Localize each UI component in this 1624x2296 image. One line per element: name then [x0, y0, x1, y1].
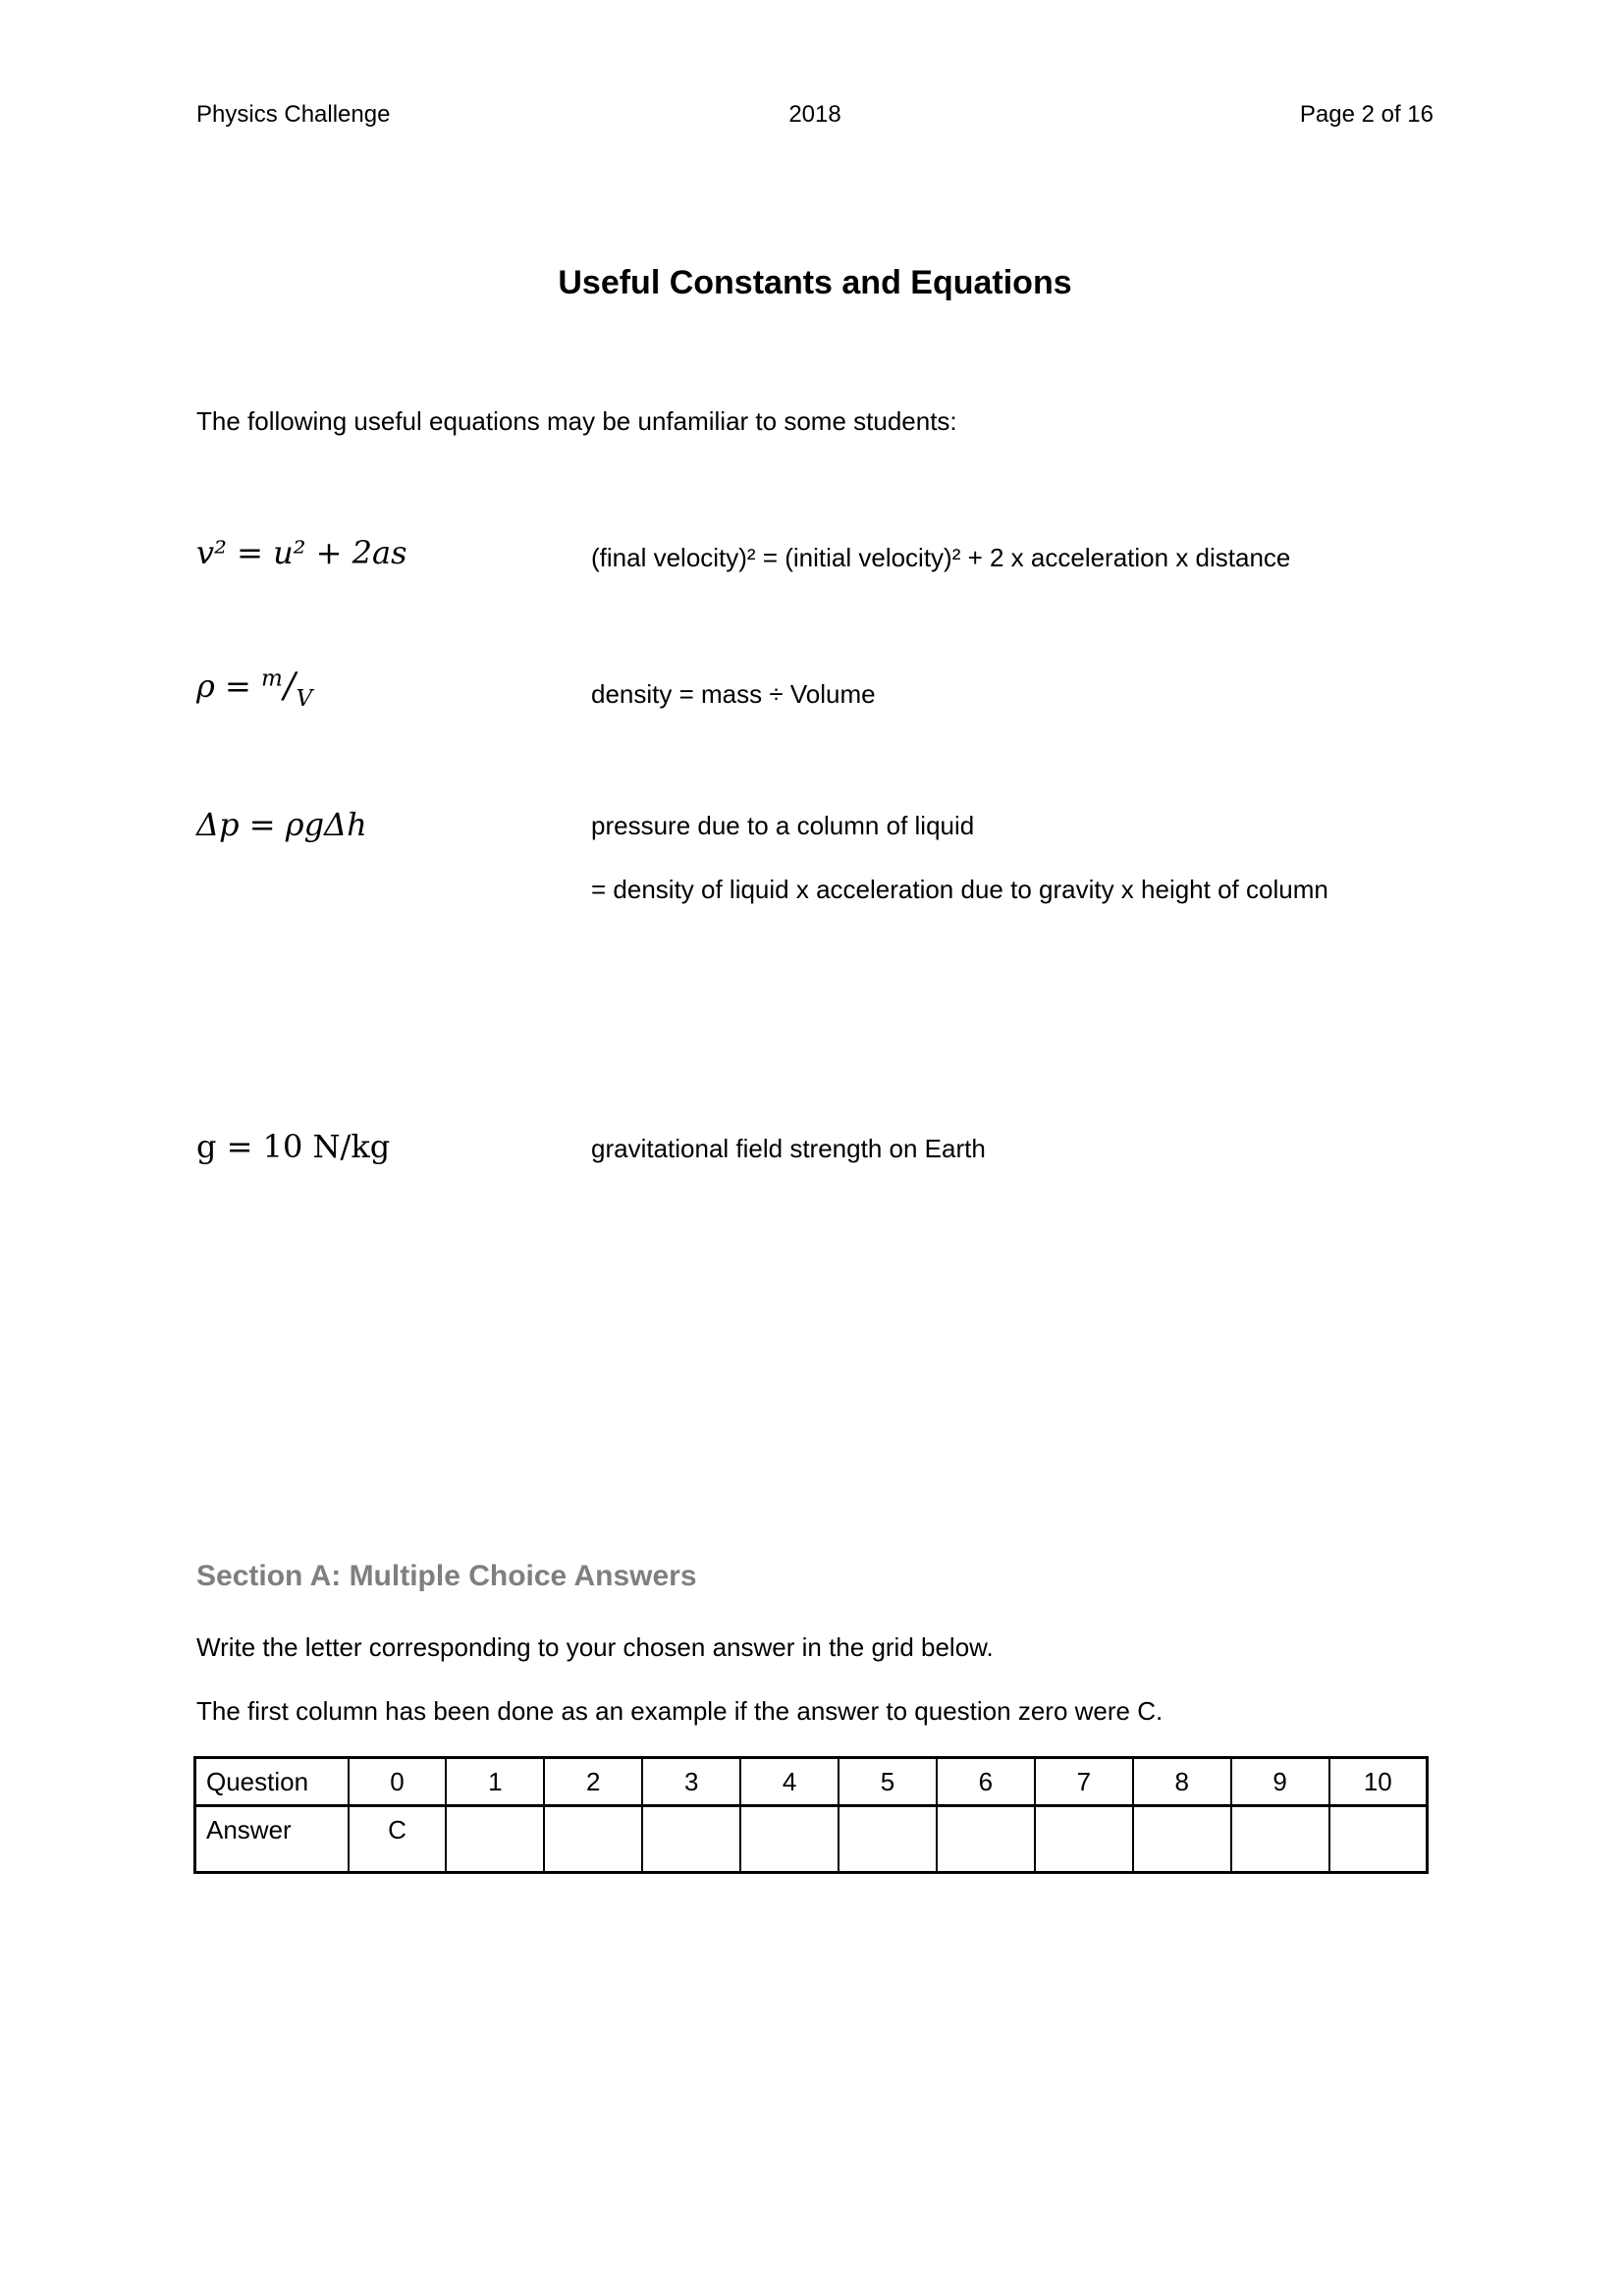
- intro-text: The following useful equations may be unfamiliar to some students:: [196, 406, 957, 436]
- equation-gravity-description: gravitational field strength on Earth: [591, 1134, 986, 1163]
- equation-v2-description: (final velocity)² = (initial velocity)² + 2 x acceleration x distance: [591, 543, 1291, 572]
- answer-cell-3[interactable]: [642, 1806, 740, 1873]
- answer-row: [195, 1806, 1428, 1873]
- equation-density-denominator: V: [296, 686, 313, 713]
- section-a-instruction-2: The first column has been done as an example if the answer to question zero were C.: [196, 1696, 1164, 1726]
- answer-cell-8[interactable]: [1133, 1806, 1231, 1873]
- page-title: Useful Constants and Equations: [558, 264, 1072, 301]
- question-number-cell: 10: [1329, 1758, 1428, 1806]
- section-a-instruction-1: Write the letter corresponding to your chosen answer in the grid below.: [196, 1632, 994, 1662]
- equation-density: [196, 666, 313, 713]
- question-number-cell: 9: [1231, 1758, 1329, 1806]
- answer-cell-10[interactable]: [1329, 1806, 1428, 1873]
- equation-density-numerator: m: [260, 666, 283, 692]
- question-number-cell: 0: [349, 1758, 447, 1806]
- answer-cell-9[interactable]: [1231, 1806, 1329, 1873]
- equation-pressure-description-line1: pressure due to a column of liquid: [591, 811, 975, 840]
- question-row-label: Question: [195, 1758, 349, 1806]
- answer-cell-2[interactable]: [544, 1806, 642, 1873]
- page-header: [196, 100, 1434, 130]
- answer-cell-0[interactable]: C: [349, 1806, 447, 1873]
- question-number-cell: 8: [1133, 1758, 1231, 1806]
- question-number-cell: 6: [937, 1758, 1035, 1806]
- equation-density-lhs: ρ =: [196, 667, 261, 705]
- answer-cell-5[interactable]: [839, 1806, 937, 1873]
- header-page-number: Page 2 of 16: [1299, 101, 1435, 128]
- equation-density-description: density = mass ÷ Volume: [591, 679, 876, 709]
- equation-pressure: Δp = ρgΔh: [196, 806, 367, 843]
- answer-row-label: Answer: [195, 1806, 349, 1873]
- question-row: [195, 1758, 1428, 1806]
- answer-cell-4[interactable]: [740, 1806, 839, 1873]
- question-number-cell: 5: [839, 1758, 937, 1806]
- answer-cell-6[interactable]: [937, 1806, 1035, 1873]
- answer-grid-table: [193, 1756, 1429, 1874]
- header-year: 2018: [788, 101, 841, 128]
- equation-gravity: g = 10 N/kg: [196, 1128, 391, 1165]
- equation-pressure-description-line2: = density of liquid x acceleration due to gravity x height of column: [591, 875, 1328, 904]
- equation-density-slash: /: [283, 666, 296, 706]
- question-number-cell: 7: [1035, 1758, 1133, 1806]
- section-a-heading: Section A: Multiple Choice Answers: [196, 1560, 697, 1592]
- question-number-cell: 4: [740, 1758, 839, 1806]
- question-number-cell: 2: [544, 1758, 642, 1806]
- question-number-cell: 3: [642, 1758, 740, 1806]
- question-number-cell: 1: [446, 1758, 544, 1806]
- answer-cell-7[interactable]: [1035, 1806, 1133, 1873]
- equation-v2: v² = u² + 2as: [196, 534, 407, 571]
- answer-cell-1[interactable]: [446, 1806, 544, 1873]
- header-document-name: Physics Challenge: [196, 101, 391, 128]
